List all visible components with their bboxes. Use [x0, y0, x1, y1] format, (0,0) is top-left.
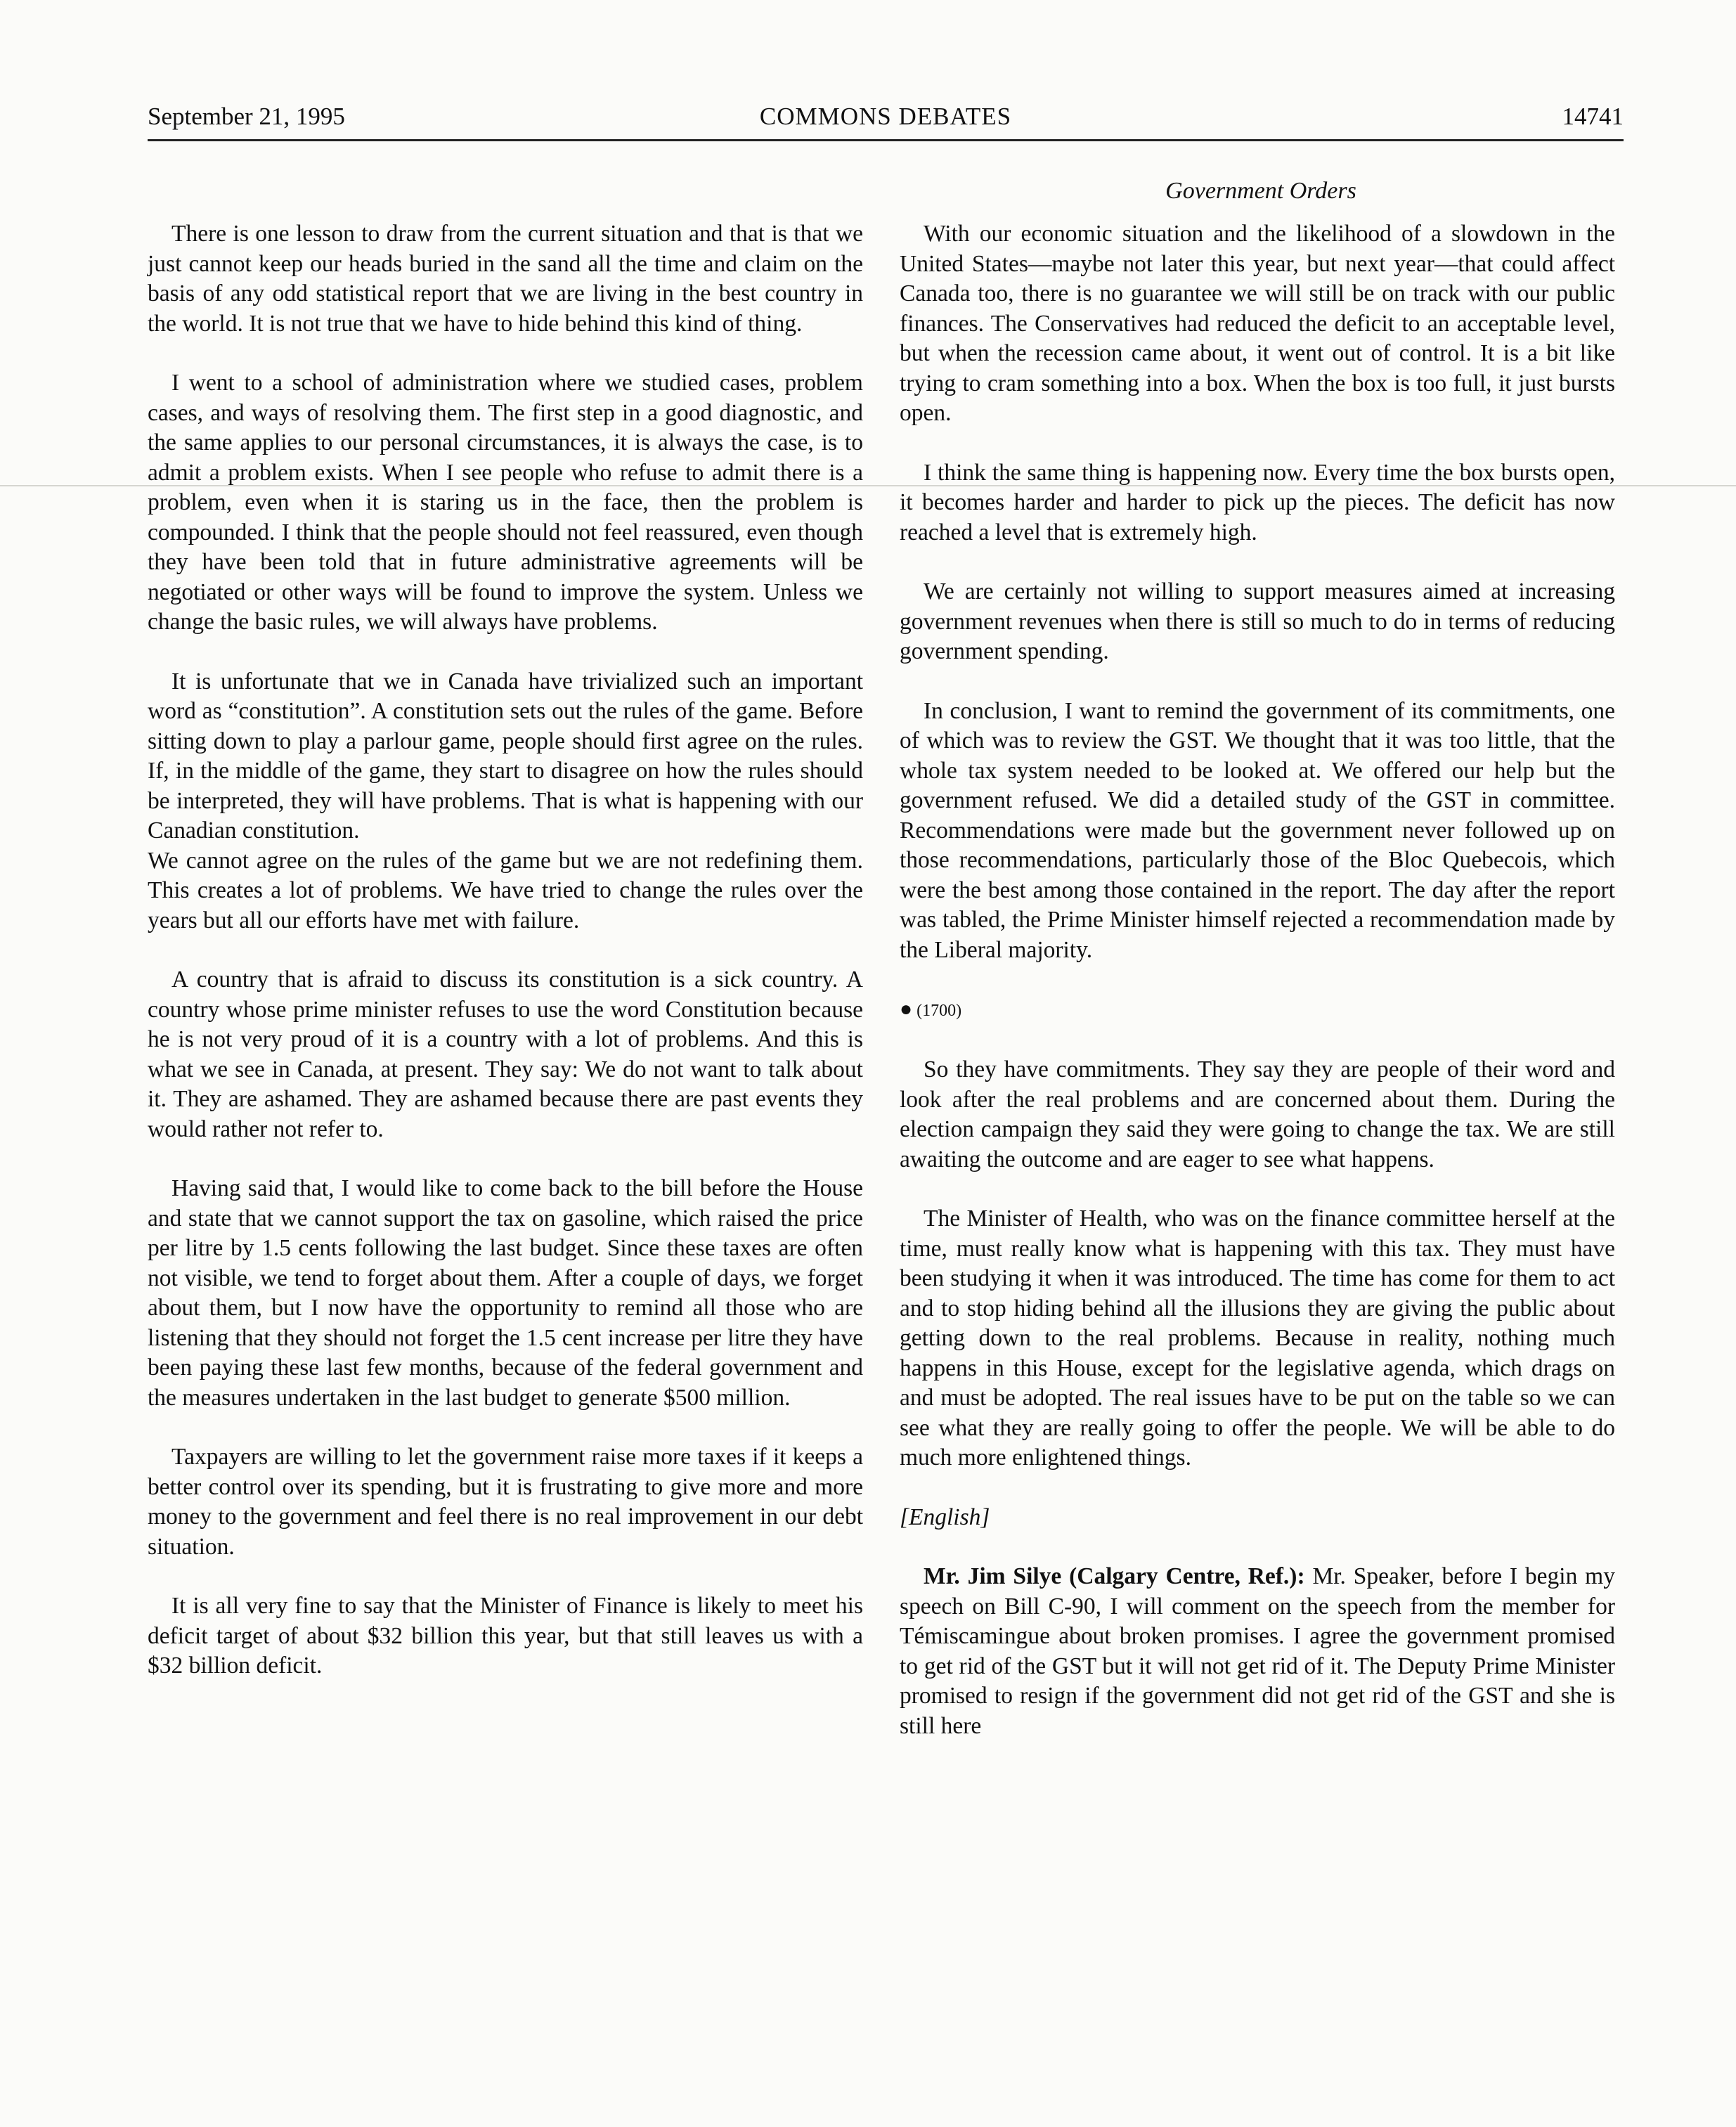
left-paragraph-5: A country that is afraid to discuss its constitution is a sick country. A country whose prime minister refuses to use the word Constitution because he is not very proud of it is a country with a lot of problems. And this is what we see in Canada, at present. They say: We do not want to talk about it. They are ashamed. They are ashamed because there are past events they would rather not refer to. — [148, 966, 863, 1142]
header-rule — [148, 139, 1624, 141]
speaker-name: Mr. Jim Silye (Calgary Centre, Ref.): — [924, 1563, 1305, 1589]
right-paragraph-4: In conclusion, I want to remind the government of its commitments, one of which was to review the GST. We thought that it was too little, that the whole tax system needed to be looked at. We offered our help but the government refused. We did a detailed study of the GST in committee. Recommendations were made but the government never followed up on those recommendations, particularly those of the Bloc Quebecois, which were the best among those contained in the report. The day after the report was tabled, the Prime Minister himself rejected a recommendation made by the Liberal majority. — [900, 697, 1615, 963]
bullet-icon: ● — [900, 997, 913, 1021]
header-title: COMMONS DEBATES — [759, 103, 1012, 130]
right-paragraph-7 — [900, 1562, 1615, 1741]
header-page-number: 14741 — [1562, 103, 1624, 130]
time-marker — [900, 995, 1615, 1026]
time-marker-text: (1700) — [916, 1002, 962, 1020]
left-paragraph-3: It is unfortunate that we in Canada have trivialized such an important word as “constitution”. A constitution sets out the rules of the game. Before sitting down to play a parlour game, people should first agree on the rules. If, in the middle of the game, they start to disagree on how the rules should be interpreted, they will have problems. That is what is happening with our Canadian constitution. — [148, 668, 863, 843]
left-paragraph-7: Taxpayers are willing to let the government raise more taxes if it keeps a better control over its spending, but it is frustrating to give more and more money to the government and feel there is no real improvement in our debt situation. — [148, 1444, 863, 1560]
right-paragraph-2: I think the same thing is happening now. Every time the box bursts open, it becomes harder and harder to pick up the pieces. The deficit has now reached a level that is extremely high. — [900, 459, 1615, 545]
right-paragraph-6: The Minister of Health, who was on the finance committee herself at the time, must really know what is happening with this tax. They must have been studying it when it was introduced. The time has come for them to act and to stop hiding behind all the illusions they are giving the public about getting down to the real problems. Because in reality, nothing much happens in this House, except for the legislative agenda, which drags on and must be adopted. The real issues have to be put on the table so we can see what they are really going to offer the people. We will be able to do much more enlightened things. — [900, 1205, 1615, 1470]
right-paragraph-5: So they have commitments. They say they are people of their word and look after the real problems and are concerned about them. During the election campaign they said they were going to change the tax. We are still awaiting the outcome and are eager to see what happens. — [900, 1056, 1615, 1172]
right-paragraph-1: With our economic situation and the likelihood of a slowdown in the United States—maybe not later this year, but next year—that could affect Canada too, there is no guarantee we will still be on track with our public finances. The Conservatives had reduced the deficit to an acceptable level, but when the recession came about, it went out of control. It is a bit like trying to cram something into a box. When the box is too full, it just bursts open. — [900, 221, 1615, 426]
page-header — [148, 98, 1624, 135]
left-paragraph-2: I went to a school of administration where we studied cases, problem cases, and ways of resolving them. The first step in a good diagnostic, and the same applies to our personal circumstances, it is always the case, is to admit a problem exists. When I see people who refuse to admit there is a problem, even when it is staring us in the face, then the problem is compounded. I think that the people should not feel reassured, even though they have been told that in future administrative agreements will be negotiated or other ways will be found to improve the system. Unless we change the basic rules, we will always have problems. — [148, 370, 863, 635]
right-column — [900, 219, 1615, 1771]
left-paragraph-4: We cannot agree on the rules of the game but we are not redefining them. This creates a lot of problems. We have tried to change the rules over the years but all our efforts have met with failure. — [148, 847, 863, 933]
left-paragraph-1: There is one lesson to draw from the current situation and that is that we just cannot keep our heads buried in the sand all the time and claim on the basis of any odd statistical report that we are living in the best country in the world. It is not true that we have to hide behind this kind of thing. — [148, 221, 863, 337]
speech-text: Mr. Speaker, before I begin my speech on Bill C-90, I will comment on the speech from the member for Témiscamingue about broken promises. I agree the government promised to get rid of the GST but it will not get rid of it. The Deputy Prime Minister promised to resign if the government did not get rid of the GST and she is still here — [900, 1563, 1615, 1739]
header-date: September 21, 1995 — [148, 103, 345, 130]
left-paragraph-6: Having said that, I would like to come back to the bill before the House and state that we cannot support the tax on gasoline, which raised the price per litre by 1.5 cents following the last budget. Since these taxes are often not visible, we tend to forget about them. After a couple of days, we forget about them, but I now have the opportunity to remind all those who are listening that they should not forget the 1.5 cent increase per litre they have been paying these last few months, because of the federal government and the measures undertaken in the last budget to generate $500 million. — [148, 1175, 863, 1411]
section-heading: Government Orders — [1165, 178, 1356, 204]
right-paragraph-3: We are certainly not willing to support measures aimed at increasing government revenues when there is still so much to do in terms of reducing government spending. — [900, 578, 1615, 664]
language-marker: [English] — [900, 1504, 990, 1530]
left-column — [148, 219, 863, 1711]
left-paragraph-8: It is all very fine to say that the Minister of Finance is likely to meet his deficit target of about $32 billion this year, but that still leaves us with a $32 billion deficit. — [148, 1593, 863, 1679]
